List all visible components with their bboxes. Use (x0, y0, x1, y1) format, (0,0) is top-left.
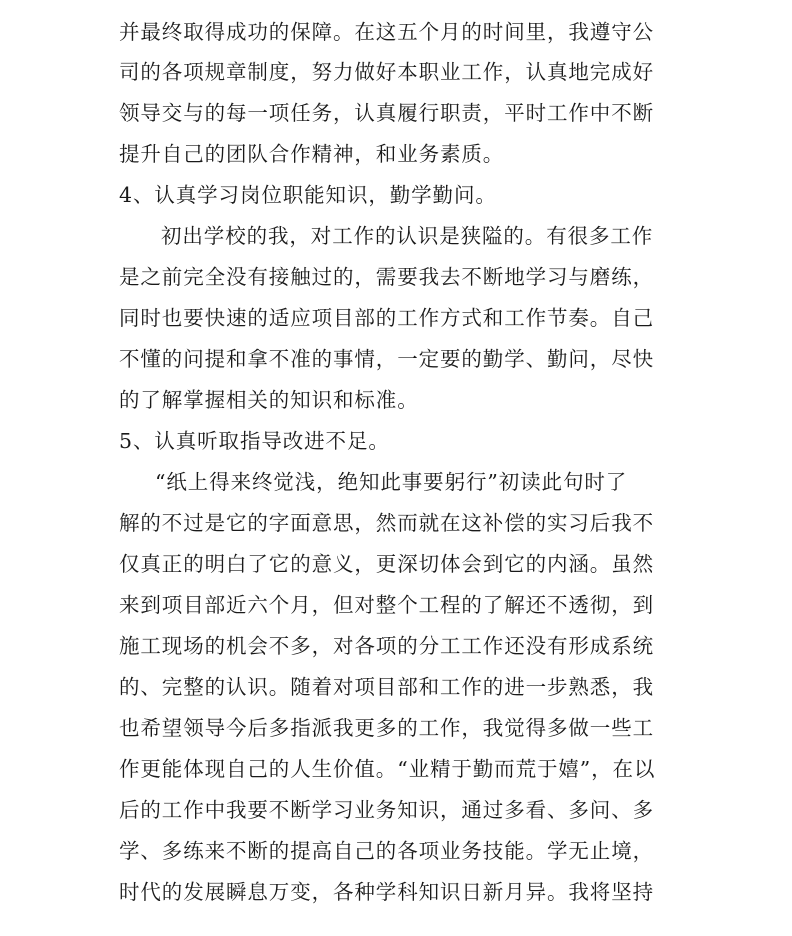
text-line: 不懂的问提和拿不准的事情，一定要的勤学、勤问，尽快 (119, 347, 654, 371)
text-line: “纸上得来终觉浅，绝知此事要躬行”初读此句时了 (155, 470, 628, 494)
text-line: 并最终取得成功的保障。在这五个月的时间里，我遵守公 (119, 20, 654, 44)
text-line: 施工现场的机会不多，对各项的分工工作还没有形成系统 (119, 634, 654, 658)
text-line: 初出学校的我，对工作的认识是狭隘的。有很多工作 (161, 224, 654, 248)
text-line: 也希望领导今后多指派我更多的工作，我觉得多做一些工 (119, 716, 654, 740)
text-line: 司的各项规章制度，努力做好本职业工作，认真地完成好 (119, 60, 654, 84)
text-line: 时代的发展瞬息万变，各种学科知识日新月异。我将坚持 (119, 880, 654, 904)
text-line: 后的工作中我要不断学习业务知识，通过多看、多问、多 (119, 798, 654, 822)
text-line: 仅真正的明白了它的意义，更深切体会到它的内涵。虽然 (119, 552, 654, 576)
text-line: 领导交与的每一项任务，认真履行职责，平时工作中不断 (119, 101, 654, 125)
text-line: 是之前完全没有接触过的，需要我去不断地学习与磨练， (119, 265, 654, 289)
text-line: 的、完整的认识。随着对项目部和工作的进一步熟悉，我 (119, 675, 654, 699)
text-line: 解的不过是它的字面意思，然而就在这补偿的实习后我不 (119, 511, 654, 535)
text-line: 学、多练来不断的提高自己的各项业务技能。学无止境， (119, 839, 654, 863)
text-line: 提升自己的团队合作精神，和业务素质。 (119, 142, 505, 166)
text-line: 作更能体现自己的人生价值。“业精于勤而荒于嬉”，在以 (119, 757, 656, 781)
section-heading: 4、认真学习岗位职能知识，勤学勤问。 (119, 183, 497, 207)
text-line: 来到项目部近六个月，但对整个工程的了解还不透彻，到 (119, 593, 654, 617)
text-line: 的了解掌握相关的知识和标准。 (119, 388, 419, 412)
section-heading: 5、认真听取指导改进不足。 (119, 429, 390, 453)
text-line: 同时也要快速的适应项目部的工作方式和工作节奏。自己 (119, 306, 654, 330)
